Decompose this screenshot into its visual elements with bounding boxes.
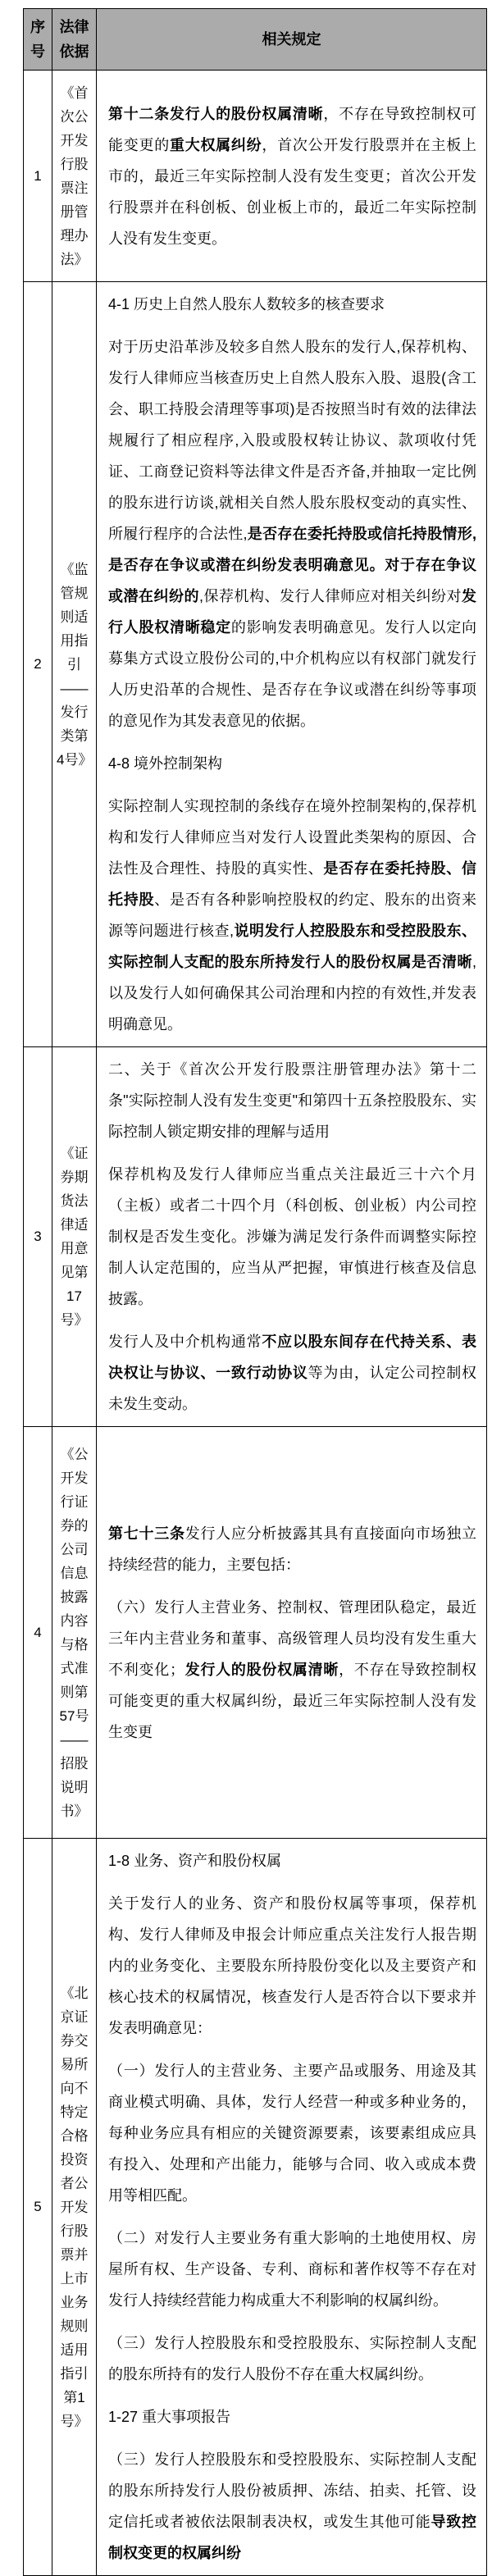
regulation-paragraph: 保荐机构及发行人律师应当重点关注最近三十六个月（主板）或者二十四个月（科创板、创业板）内公司控制权是否发生变化。涉嫌为满足发行条件而调整实际控制人认定范围的，应当从严把握，审慎进行核查及信息披露。 [108,1166,476,1307]
row-number: 4 [24,1427,52,1839]
table-row [24,282,487,1047]
row-number: 2 [24,282,52,1047]
row-number: 5 [24,1839,52,2576]
regulation-table [23,8,487,2576]
legal-basis: 《北京证券交易所向不特定合格投资者公开发行股票并上市业务规则适用指引第1号》 [52,1839,97,2576]
regulation-paragraph: 第七十三条发行人应分析披露其具有直接面向市场独立持续经营的能力，主要包括： [108,1525,477,1573]
regulation-paragraph: 关于发行人的业务、资产和股份权属等事项，保荐机构、发行人律师及申报会计师应重点关注发行人报告期内的业务变化、主要股东所持股份变化以及主要资产和核心技术的权属情况，核查发行人是否符合以下要求并发表明确意见： [108,1895,476,2036]
regulation-paragraph: （三）发行人控股股东和受控股股东、实际控制人支配的股东所持有的发行人股份不存在重大权属纠纷。 [108,2335,476,2382]
table-row [24,1427,487,1839]
table-header [24,9,487,71]
legal-basis: 《监管规则适用指引——发行类第4号》 [52,282,97,1047]
legal-basis: 《证券期货法律适用意见第17号》 [52,1047,97,1427]
regulation-paragraph: 1-27 重大事项报告 [108,2409,231,2425]
regulation-paragraph: 4-1 历史上自然人股东人数较多的核查要求 [108,296,385,312]
regulation-paragraph: 第十二条发行人的股份权属清晰，不存在导致控制权可能变更的重大权属纠纷，首次公开发行股票并在主板上市的，最近三年实际控制人没有发生变更；首次公开发行股票并在科创板、创业板上市的，最近二年实际控制人没有发生变更。 [108,105,477,247]
table-row [24,1047,487,1427]
header-cell-regulation: 相关规定 [97,9,487,71]
regulation-text [97,1839,487,2576]
table-row [24,1839,487,2576]
regulation-paragraph: 二、关于《首次公开发行股票注册管理办法》第十二条"实际控制人没有发生变更"和第四十五条控股股东、实际控制人锁定期安排的理解与适用 [108,1061,476,1140]
regulation-text [97,282,487,1047]
table-row [24,71,487,282]
table-body [24,71,487,2576]
regulation-paragraph: （二）对发行人主要业务有重大影响的土地使用权、房屋所有权、生产设备、专利、商标和著作权等不存在对发行人持续经营能力构成重大不利影响的权属纠纷。 [108,2230,476,2309]
regulation-paragraph: （六）发行人主营业务、控制权、管理团队稳定，最近三年内主营业务和董事、高级管理人员均没有发生重大不利变化；发行人的股份权属清晰，不存在导致控制权可能变更的重大权属纠纷，最近三年实际控制人没有发生变更 [108,1598,477,1740]
regulation-paragraph: （三）发行人控股股东和受控股股东、实际控制人支配的股东所持发行人股份被质押、冻结、拍卖、托管、设定信托或者被依法限制表决权，或发生其他可能导致控制权变更的权属纠纷 [108,2451,477,2561]
regulation-paragraph: 1-8 业务、资产和股份权属 [108,1853,282,1869]
regulation-document [23,8,487,2576]
regulation-paragraph: （一）发行人的主营业务、主要产品或服务、用途及其商业模式明确、具体，发行人经营一种或多种业务的，每种业务应具有相应的关键资源要素，该要素组成应具有投入、处理和产出能力，能够与合同、收入或成本费用等相匹配。 [108,2063,476,2204]
header-cell-legal-basis: 法律依据 [52,9,97,71]
legal-basis: 《公开发行证券的公司信息披露内容与格式准则第57号——招股说明书》 [52,1427,97,1839]
regulation-paragraph: 发行人及中介机构通常不应以股东间存在代持关系、表决权让与协议、一致行动协议等为由，认定公司控制权未发生变动。 [108,1334,476,1412]
regulation-paragraph: 4-8 境外控制架构 [108,755,223,772]
row-number: 1 [24,71,52,282]
regulation-text [97,1427,487,1839]
regulation-paragraph: 对于历史沿革涉及较多自然人股东的发行人,保荐机构、发行人律师应当核查历史上自然人股东入股、退股(含工会、职工持股会清理等事项)是否按照当时有效的法律法规履行了相应程序,入股或股权转让协议、款项收付凭证、工商登记资料等法律文件是否齐备,并抽取一定比例的股东进行访谈,就相关自然人股东股权变动的真实性、所履行程序的合法性,是否存在委托持股或信托持股情形,是否存在争议或潜在纠纷发表明确意见。对于存在争议或潜在纠纷的,保荐机构、发行人律师应对相关纠纷对发行人股权清晰稳定的影响发表明确意见。发行人以定向募集方式设立股份公司的,中介机构应以有权部门就发行人历史沿革的合规性、是否存在争议或潜在纠纷等事项的意见作为其发表意见的依据。 [108,339,477,729]
header-row [24,9,487,71]
row-number: 3 [24,1047,52,1427]
header-cell-number: 序号 [24,9,52,71]
legal-basis: 《首次公开发行股票注册管理办法》 [52,71,97,282]
regulation-paragraph: 实际控制人实现控制的条线存在境外控制架构的,保荐机构和发行人律师应当对发行人设置此类架构的原因、合法性及合理性、持股的真实性、是否存在委托持股、信托持股、是否有各种影响控股权的约定、股东的出资来源等问题进行核查,说明发行人控股股东和受控股股东、实际控制人支配的股东所持发行人的股份权属是否清晰,以及发行人如何确保其公司治理和内控的有效性,并发表明确意见。 [108,798,477,1033]
regulation-text [97,71,487,282]
regulation-text [97,1047,487,1427]
